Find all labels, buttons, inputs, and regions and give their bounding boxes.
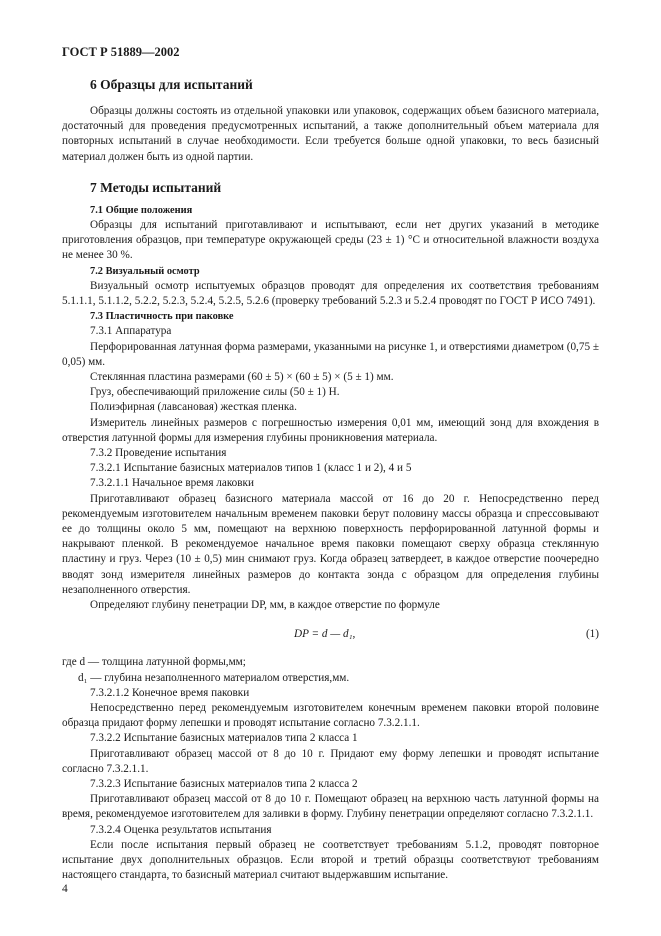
subsection-7-2-text: Визуальный осмотр испытуемых образцов проводят для определения их соответствия требованиям 5.1.1.1, 5.1.1.2, 5.2.2, 5.2.3, 5.2.4, 5.2.5, 5.2.6 (проверку требований 5.2.3 и 5.2.4 проводят по ГОСТ Р ИСО 7491).	[62, 279, 599, 308]
clause-7-3-2-4-text: Если после испытания первый образец не соответствует требованиям 5.1.2, проводят повторное испытание двух дополнительных образцов. Если второй и третий образцы соответствуют требованиям настоящего стандарта, то базисный материал считают выдержавшим испытание.	[62, 838, 599, 882]
clause-7-3-2-1: 7.3.2.1 Испытание базисных материалов типов 1 (класс 1 и 2), 4 и 5	[90, 462, 412, 475]
formula-number: (1)	[585, 628, 599, 641]
clause-7-3-2-4: 7.3.2.4 Оценка результатов испытания	[90, 823, 272, 836]
page-number: 4	[62, 883, 68, 895]
clause-7-3-1-item-b: Стеклянная пластина размерами (60 ± 5) × (60 ± 5) × (5 ± 1) мм.	[90, 371, 394, 384]
clause-7-3-2-3: 7.3.2.3 Испытание базисных материалов типа 2 класса 2	[90, 777, 358, 790]
clause-7-3-2: 7.3.2 Проведение испытания	[90, 447, 227, 460]
subsection-7-3-title: 7.3 Пластичность при паковке	[90, 311, 234, 323]
page-content	[62, 76, 599, 883]
clause-7-3-1-item-e: Измеритель линейных размеров с погрешностью измерения 0,01 мм, имеющий зонд для вхождения в отверстия латунной формы для измерения глубины проникновения материала.	[62, 416, 599, 444]
section-6-heading: 6 Образцы для испытаний	[90, 77, 253, 92]
formula-intro: Определяют глубину пенетрации DP, мм, в каждое отверстие по формуле	[90, 599, 440, 612]
clause-7-3-1-item-d: Полиэфирная (лавсановая) жесткая пленка.	[90, 401, 297, 414]
section-6-paragraph: Образцы должны состоять из отдельной упаковки или упаковок, содержащих объем базисного материала, достаточный для проведения предусмотренных испытаний, а также дополнительный объем материала для повторных испытаний в случае необходимости. Если требуется больше одной упаковки, то весь базисный материал должен быть из одной партии.	[62, 105, 599, 163]
formula-expression: DP = d — d₁,	[294, 628, 356, 641]
formula-block	[62, 621, 599, 651]
subsection-7-2-title: 7.2 Визуальный осмотр	[90, 265, 200, 277]
clause-7-3-1-item-a: Перфорированная латунная форма размерами, указанными на рисунке 1, и отверстиями диаметром (0,75 ± 0,05) мм.	[62, 340, 599, 368]
document-header: ГОСТ Р 51889—2002	[62, 45, 180, 59]
section-7-heading: 7 Методы испытаний	[90, 179, 222, 195]
subsection-7-1-text: Образцы для испытаний приготавливают и испытывают, если нет других указаний в методике приготовления образцов, при температуре окружающей среды (23 ± 1) °С и относительной влажности воздуха не менее 30 %.	[62, 219, 599, 262]
subsection-7-1-title: 7.1 Общие положения	[90, 204, 193, 216]
clause-7-3-2-3-text: Приготавливают образец массой от 8 до 10 г. Помещают образец на верхнюю часть латунной формы на время, рекомендуемое изготовителем для заливки в форму. Глубину пенетрации определяют согласно 7.3.2.1.1.	[62, 793, 599, 821]
formula-where-d: где d — толщина латунной формы,мм;	[62, 656, 246, 669]
clause-7-3-1-item-c: Груз, обеспечивающий приложение силы (50 ± 1) Н.	[90, 386, 340, 399]
clause-7-3-1: 7.3.1 Аппаратура	[90, 325, 172, 338]
formula-where-d1: d₁ — глубина незаполненного материалом отверстия,мм.	[78, 671, 350, 684]
clause-7-3-2-2-text: Приготавливают образец массой от 8 до 10 г. Придают ему форму лепешки и проводят испытание согласно 7.3.2.1.1.	[62, 747, 599, 775]
clause-7-3-2-1-2: 7.3.2.1.2 Конечное время паковки	[90, 686, 250, 699]
clause-7-3-2-1-1: 7.3.2.1.1 Начальное время лаковки	[90, 477, 254, 490]
clause-7-3-2-2: 7.3.2.2 Испытание базисных материалов типа 2 класса 1	[90, 732, 358, 745]
clause-7-3-2-1-2-text: Непосредственно перед рекомендуемым изготовителем конечным временем паковки второй половине образца придают форму лепешки и проводят испытание согласно 7.3.2.1.1.	[62, 701, 599, 730]
clause-7-3-2-1-1-text: Приготавливают образец базисного материала массой от 16 до 20 г. Непосредственно перед рекомендуемым изготовителем начальным временем паковки берут половину массы образца и спрессовывают ее до толщины около 5 мм, помещают на верхнюю поверхность перфорированной латунной формы и накрывают пленкой. В рекомендуемое начальное время паковки помещают сверху образца стеклянную пластину и груз. Через (10 ± 0,5) мин снимают груз. Когда образец затвердеет, в каждое отверстие поочередно вводят зонд измерителя линейных размеров до контакта зонда с образцом для определения глубины незаполненного отверстия.	[62, 492, 599, 596]
